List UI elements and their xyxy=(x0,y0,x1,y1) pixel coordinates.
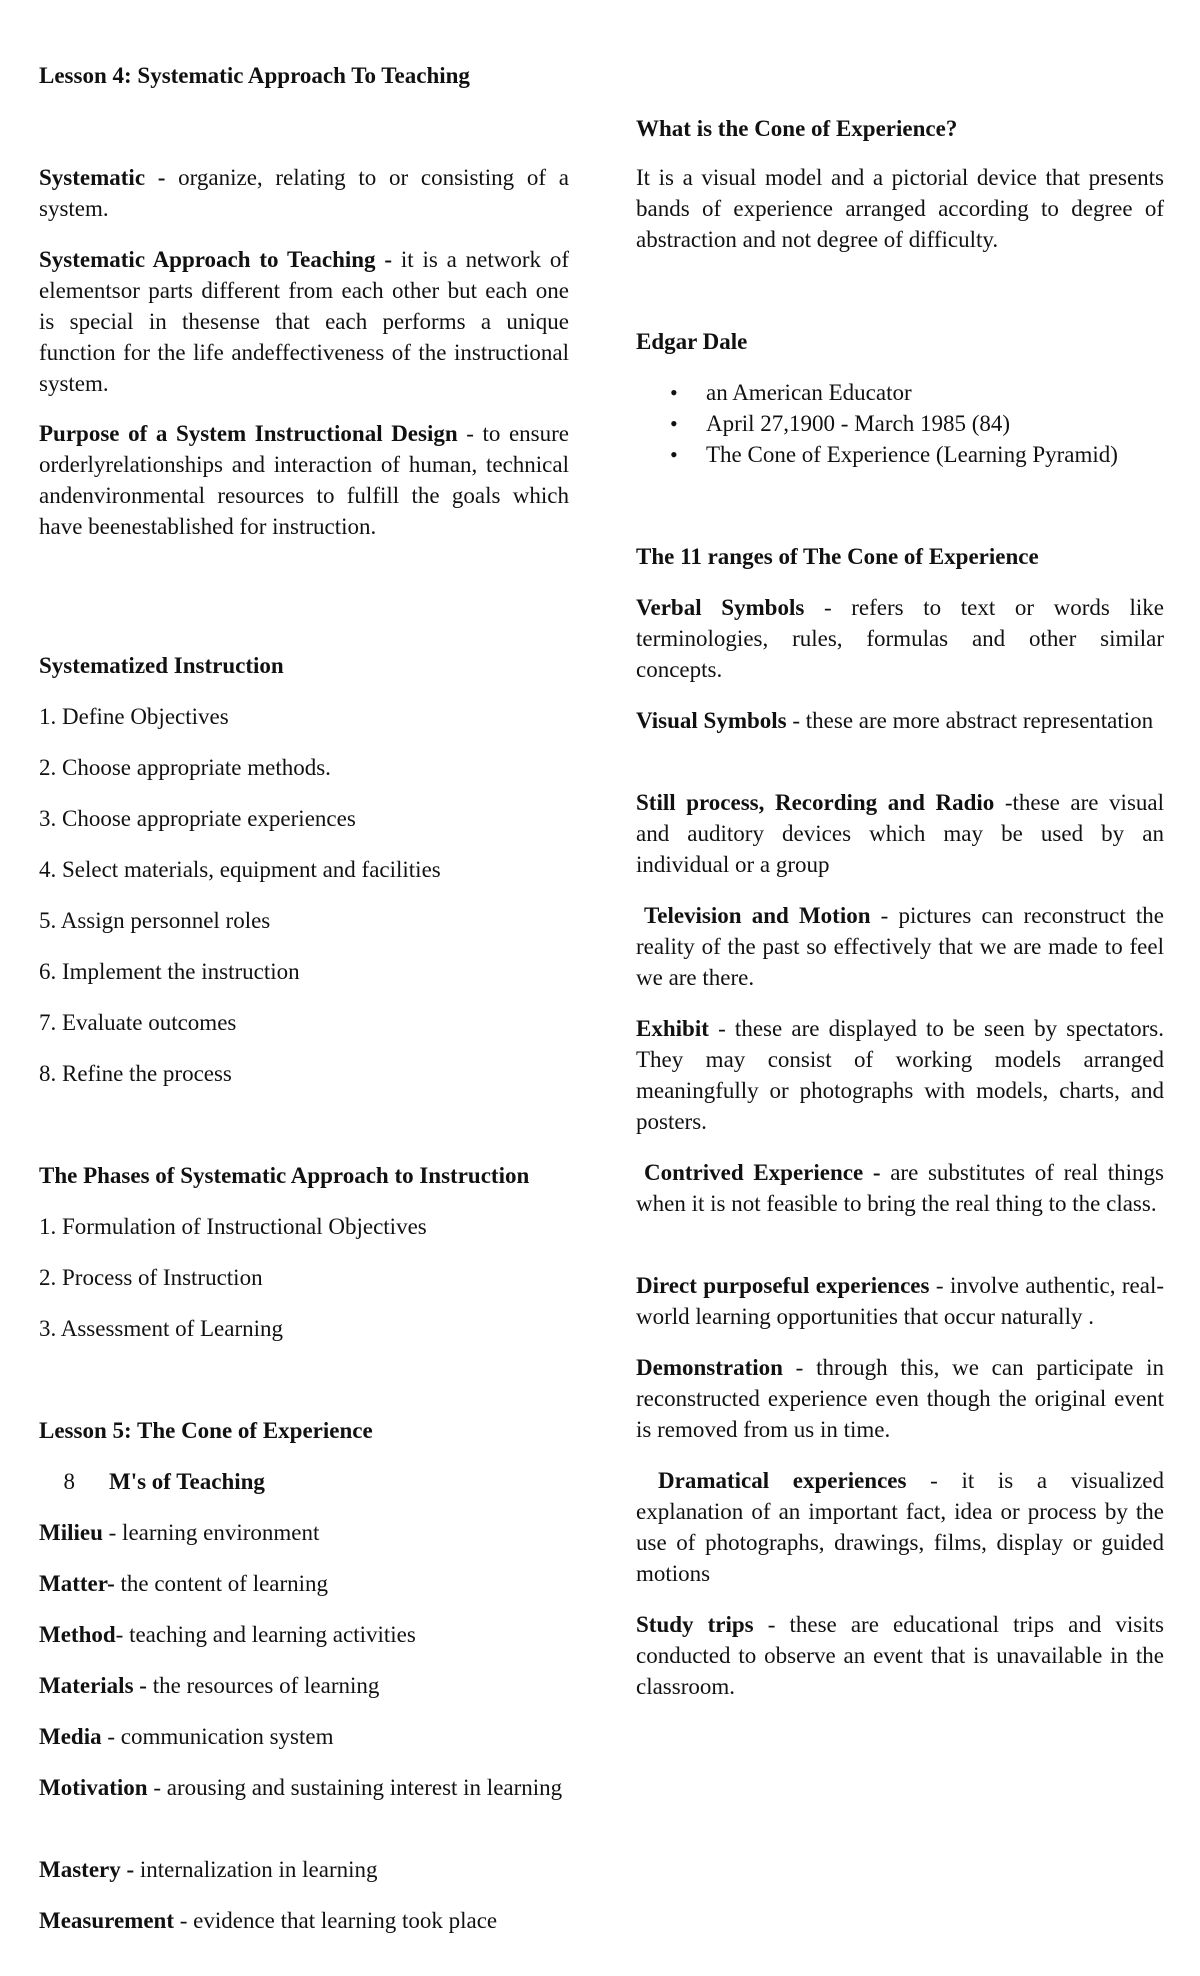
cone-question: What is the Cone of Experience? xyxy=(636,116,958,141)
ms-term: Mastery - xyxy=(39,1857,135,1882)
dale-bullets xyxy=(636,377,1164,470)
ms-item xyxy=(39,1670,569,1701)
ranges-title: The 11 ranges of The Cone of Experience xyxy=(636,544,1039,569)
ms-heading xyxy=(39,1466,569,1497)
def-systematic-approach xyxy=(39,244,569,399)
ms-text: - teaching and learning activities xyxy=(115,1622,416,1647)
ms-term: Matter- xyxy=(39,1571,115,1596)
range-term: Dramatical experiences xyxy=(658,1468,907,1493)
step-item: 4. Select materials, equipment and facilities xyxy=(39,857,441,882)
step-item: 2. Choose appropriate methods. xyxy=(39,755,331,780)
step-item: 6. Implement the instruction xyxy=(39,959,300,984)
def-term: Purpose of a System Instructional Design xyxy=(39,421,458,446)
ms-item xyxy=(39,1517,569,1548)
range-text: - through this, we can participate in reconstructed experience even though the original event is removed from us in time. xyxy=(636,1355,1164,1442)
ms-text: the resources of learning xyxy=(146,1673,380,1698)
range-item xyxy=(636,1270,1164,1332)
range-text: - refers to text or words like terminologies, rules, formulas and other similar concepts. xyxy=(636,595,1164,682)
ms-term: Method xyxy=(39,1622,116,1647)
range-text: are substitutes of real things when it is not feasible to bring the real thing to the class. xyxy=(636,1160,1164,1216)
range-term: Visual Symbols xyxy=(636,708,787,733)
cone-answer: It is a visual model and a pictorial device that presents bands of experience arranged according to degree of abstraction and not degree of difficulty. xyxy=(636,165,1164,252)
step-item: 8. Refine the process xyxy=(39,1061,232,1086)
range-term: Still process, Recording and Radio xyxy=(636,790,995,815)
range-text: - involve authentic, real-world learning opportunities that occur naturally . xyxy=(636,1273,1164,1329)
bullet-item: • an American Educator xyxy=(636,377,1164,408)
range-text: - these are educational trips and visits conducted to observe an event that is unavailable in the classroom. xyxy=(636,1612,1164,1699)
systematized-title: Systematized Instruction xyxy=(39,653,284,678)
step-item: 3. Choose appropriate experiences xyxy=(39,806,356,831)
ms-text: - communication system xyxy=(101,1724,334,1749)
range-term: Direct purposeful experiences xyxy=(636,1273,930,1298)
ms-text: - evidence that learning took place xyxy=(173,1908,498,1933)
range-item xyxy=(636,787,1164,880)
ms-text: the content of learning xyxy=(114,1571,329,1596)
ms-item xyxy=(39,1854,569,1885)
ms-title: M's of Teaching xyxy=(109,1469,265,1494)
range-term: Contrived Experience - xyxy=(644,1160,881,1185)
range-text: - pictures can reconstruct the reality of the past so effectively that we are made to feel we are there. xyxy=(636,903,1164,990)
lesson5-title: Lesson 5: The Cone of Experience xyxy=(39,1418,373,1443)
def-text: - to ensure orderlyrelationships and interaction of human, technical andenvironmental resources to fulfill the goals which have beenestablished for instruction. xyxy=(39,421,569,539)
ms-term: Milieu xyxy=(39,1520,103,1545)
ms-item xyxy=(39,1568,569,1599)
def-purpose xyxy=(39,418,569,542)
range-text: - it is a visualized explanation of an important fact, idea or process by the use of photographs, drawings, films, display or guided motions xyxy=(636,1468,1164,1586)
step-item: 7. Evaluate outcomes xyxy=(39,1010,237,1035)
ms-term: Measurement xyxy=(39,1908,174,1933)
ms-item xyxy=(39,1772,569,1803)
def-text: organize, relating to or consisting of a system. xyxy=(39,165,570,221)
def-term: Systematic - xyxy=(39,165,166,190)
range-term: Study trips xyxy=(636,1612,754,1637)
ms-number: 8 xyxy=(63,1469,75,1494)
dale-title: Edgar Dale xyxy=(636,329,748,354)
range-term: Television and Motion xyxy=(644,903,871,928)
ms-text: internalization in learning xyxy=(134,1857,378,1882)
range-term: Verbal Symbols xyxy=(636,595,805,620)
range-item xyxy=(636,1157,1164,1219)
ms-term: Motivation xyxy=(39,1775,148,1800)
def-text: it is a network of elementsor parts different from each other but each one is special in thesense that each performs a unique function for the life andeffectiveness of the instructional system. xyxy=(39,247,569,396)
ms-item xyxy=(39,1905,569,1936)
range-term: Demonstration xyxy=(636,1355,783,1380)
bullet-item: • April 27,1900 - March 1985 (84) xyxy=(636,408,1164,439)
def-systematic xyxy=(39,162,569,224)
phase-item: 2. Process of Instruction xyxy=(39,1265,263,1290)
range-item xyxy=(636,1013,1164,1137)
lesson4-title: Lesson 4: Systematic Approach To Teaching xyxy=(39,63,470,88)
range-item xyxy=(636,1352,1164,1445)
ms-text: - learning environment xyxy=(102,1520,320,1545)
ms-item xyxy=(39,1721,569,1752)
range-item xyxy=(636,705,1164,736)
ms-term: Materials - xyxy=(39,1673,147,1698)
range-term: Exhibit xyxy=(636,1016,709,1041)
step-item: 5. Assign personnel roles xyxy=(39,908,271,933)
bullet-item: • The Cone of Experience (Learning Pyramid) xyxy=(636,439,1164,470)
range-text: -these are visual and auditory devices which may be used by an individual or a group xyxy=(636,790,1164,877)
phase-item: 3. Assessment of Learning xyxy=(39,1316,284,1341)
phase-item: 1. Formulation of Instructional Objectives xyxy=(39,1214,427,1239)
ms-term: Media xyxy=(39,1724,102,1749)
range-text: - these are more abstract representation xyxy=(786,708,1154,733)
ms-text: - arousing and sustaining interest in learning xyxy=(147,1775,563,1800)
range-text: - these are displayed to be seen by spectators. They may consist of working models arranged meaningfully or photographs with models, charts, and posters. xyxy=(636,1016,1164,1134)
ms-item xyxy=(39,1619,569,1650)
range-item xyxy=(636,900,1164,993)
phases-title: The Phases of Systematic Approach to Instruction xyxy=(39,1163,530,1188)
range-item xyxy=(636,592,1164,685)
step-item: 1. Define Objectives xyxy=(39,704,229,729)
def-term: Systematic Approach to Teaching - xyxy=(39,247,393,272)
range-item xyxy=(636,1465,1164,1589)
range-item xyxy=(636,1609,1164,1702)
